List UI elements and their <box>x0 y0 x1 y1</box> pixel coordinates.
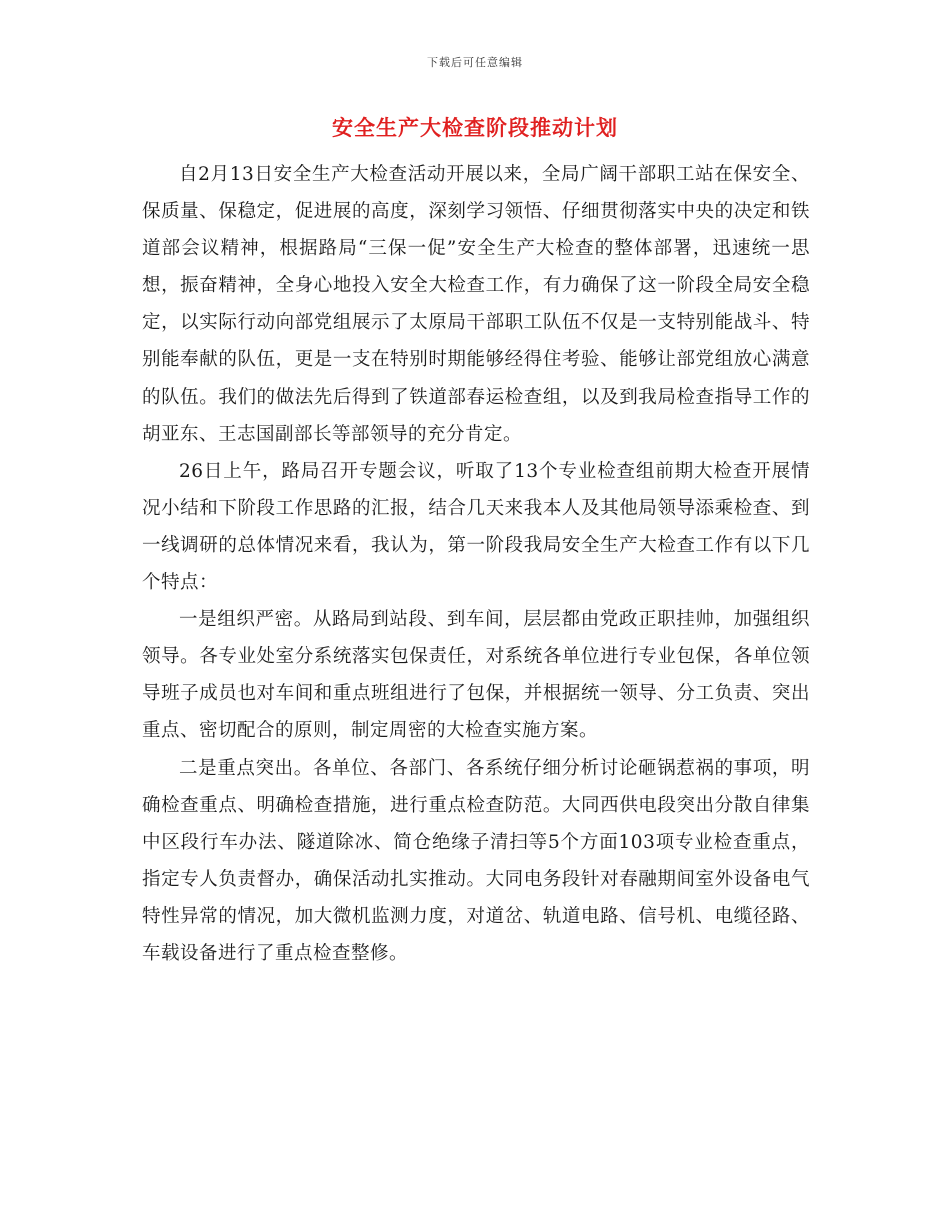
document-title: 安全生产大检查阶段推动计划 <box>332 116 618 140</box>
paragraph-1: 自2月13日安全生产大检查活动开展以来，全局广阔干部职工站在保安全、保质量、保稳定，促进展的高度，深刻学习领悟、仔细贯彻落实中央的决定和铁道部会议精神，根据路局“三保一促”安全生产大检查的整体部署，迅速统一思想，振奋精神，全身心地投入安全大检查工作，有力确保了这一阶段全局安全稳定，以实际行动向部党组展示了太原局干部职工队伍不仅是一支特别能战斗、特别能奉献的队伍，更是一支在特别时期能够经得住考验、能够让部党组放心满意的队伍。我们的做法先后得到了铁道部春运检查组，以及到我局检查指导工作的胡亚东、王志国副部长等部领导的充分肯定。 <box>142 164 810 445</box>
paragraph-2: 26日上午，路局召开专题会议，听取了13个专业检查组前期大检查开展情况小结和下阶段工作思路的汇报，结合几天来我本人及其他局领导添乘检查、到一线调研的总体情况来看，我认为，第一阶段我局安全生产大检查工作有以下几个特点： <box>142 460 810 594</box>
paragraph-3: 一是组织严密。从路局到站段、到车间，层层都由党政正职挂帅，加强组织领导。各专业处室分系统落实包保责任，对系统各单位进行专业包保，各单位领导班子成员也对车间和重点班组进行了包保，并根据统一领导、分工负责、突出重点、密切配合的原则，制定周密的大检查实施方案。 <box>142 609 810 742</box>
document-body <box>142 156 810 972</box>
paragraph-4: 二是重点突出。各单位、各部门、各系统仔细分析讨论砸锅惹祸的事项，明确检查重点、明确检查措施，进行重点检查防范。大同西供电段突出分散自律集中区段行车办法、隧道除冰、简仓绝缘子清扫等5个方面103项专业检查重点，指定专人负责督办，确保活动扎实推动。大同电务段针对春融期间室外设备电气特性异常的情况，加大微机监测力度，对道岔、轨道电路、信号机、电缆径路、车载设备进行了重点检查整修。 <box>142 757 810 964</box>
header-note: 下载后可任意编辑 <box>427 56 523 69</box>
